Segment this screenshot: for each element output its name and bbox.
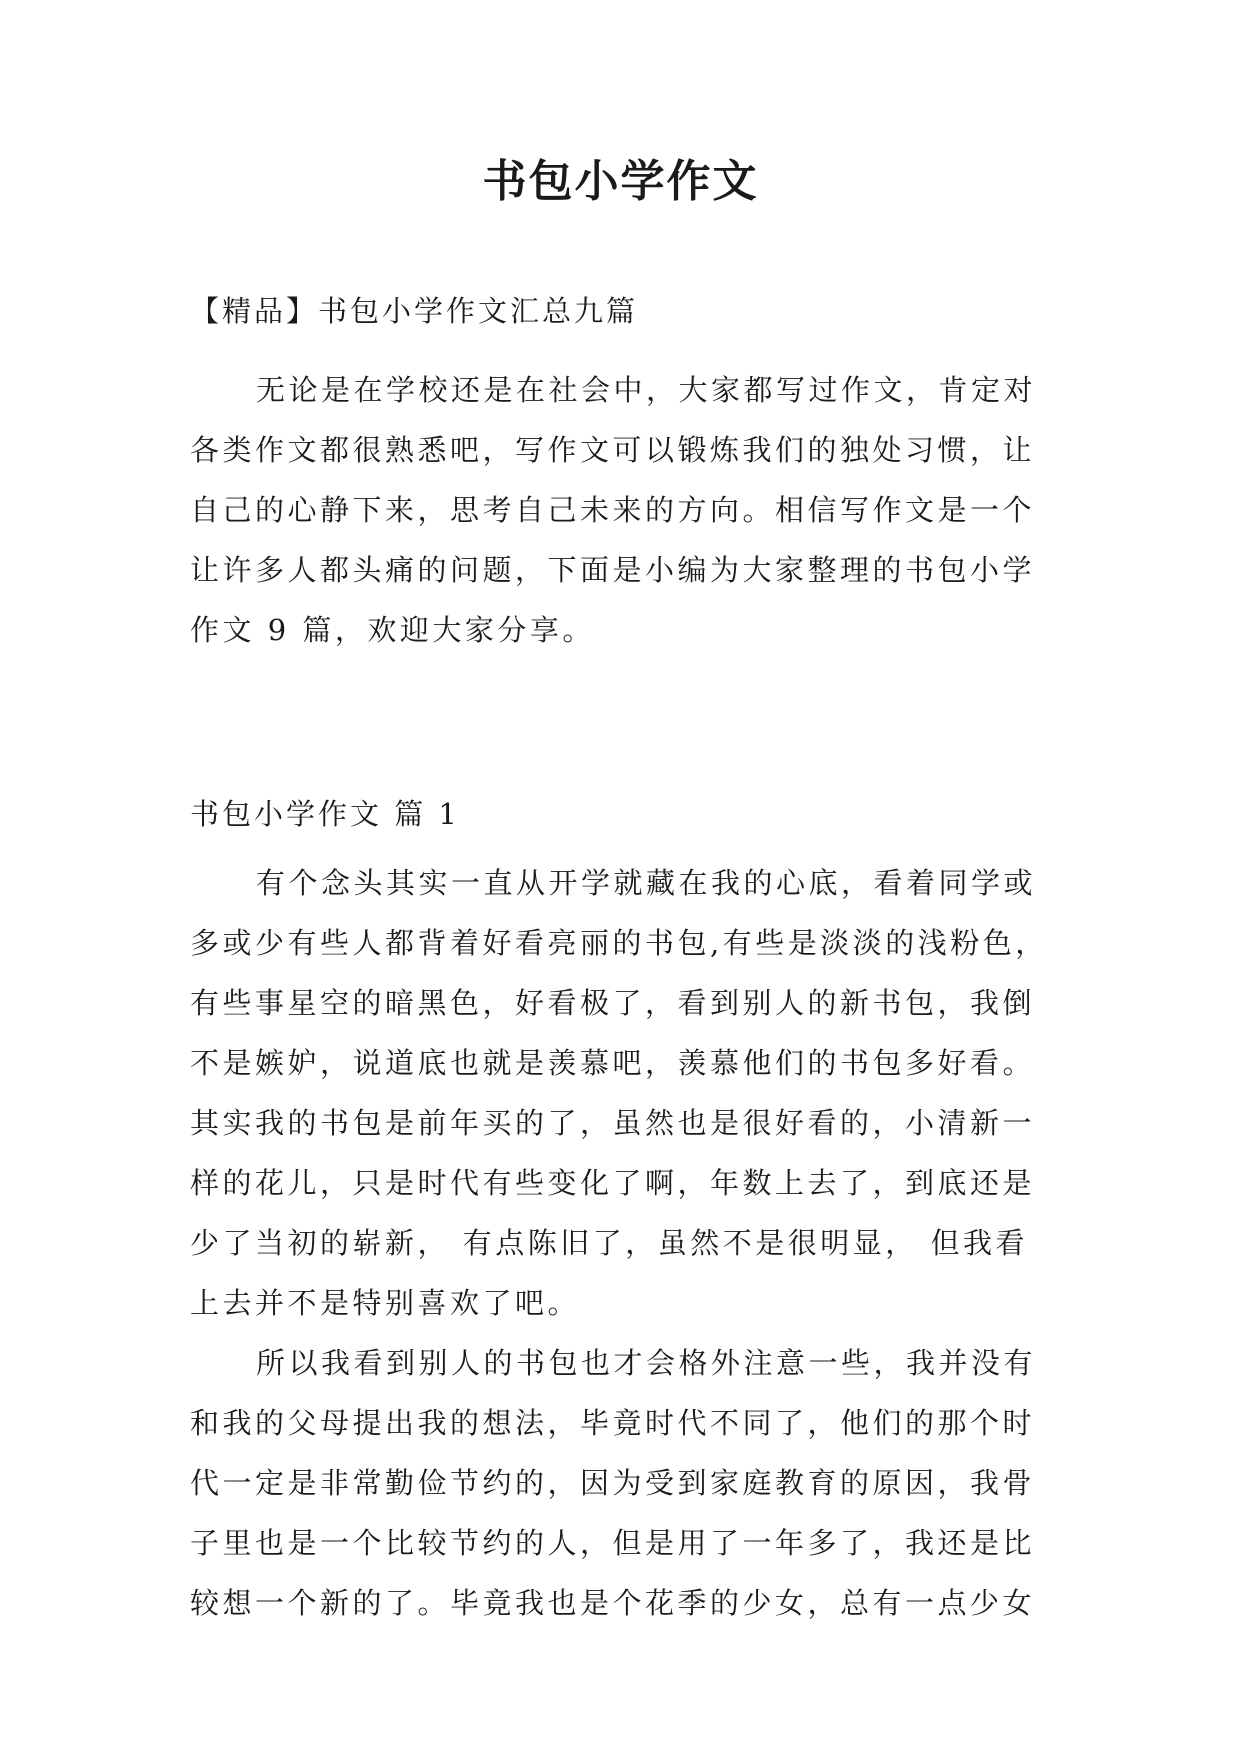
paragraph-line: 有个念头其实一直从开学就藏在我的心底，看着同学或 xyxy=(256,866,1037,900)
paragraph-line: 少了当初的崭新， 有点陈旧了，虽然不是很明显， 但我看 xyxy=(190,1226,1028,1260)
paragraph-line: 代一定是非常勤俭节约的，因为受到家庭教育的原因，我骨 xyxy=(190,1466,1036,1500)
section-heading: 书包小学作文 篇 1 xyxy=(190,797,460,831)
paragraph-line: 不是嫉妒，说道底也就是羡慕吧，羡慕他们的书包多好看。 xyxy=(190,1046,1036,1080)
paragraph-line: 其实我的书包是前年买的了，虽然也是很好看的，小清新一 xyxy=(190,1106,1036,1140)
paragraph-line: 较想一个新的了。毕竟我也是个花季的少女，总有一点少女 xyxy=(190,1586,1036,1620)
document-subtitle: 【精品】书包小学作文汇总九篇 xyxy=(190,294,639,328)
intro-line: 无论是在学校还是在社会中，大家都写过作文，肯定对 xyxy=(256,373,1037,407)
body-paragraph-1 xyxy=(190,853,1090,1333)
intro-line: 自己的心静下来，思考自己未来的方向。相信写作文是一个 xyxy=(190,493,1036,527)
body-paragraph-2 xyxy=(190,1333,1090,1633)
intro-line: 作文 9 篇，欢迎大家分享。 xyxy=(190,613,595,647)
paragraph-line: 有些事星空的暗黑色，好看极了，看到别人的新书包，我倒 xyxy=(190,986,1036,1020)
paragraph-line: 多或少有些人都背着好看亮丽的书包,有些是淡淡的浅粉色， xyxy=(190,926,1048,960)
paragraph-line: 样的花儿，只是时代有些变化了啊，年数上去了，到底还是 xyxy=(190,1166,1036,1200)
paragraph-line: 子里也是一个比较节约的人，但是用了一年多了，我还是比 xyxy=(190,1526,1036,1560)
document-title: 书包小学作文 xyxy=(482,156,759,207)
intro-line: 各类作文都很熟悉吧，写作文可以锻炼我们的独处习惯，让 xyxy=(190,433,1036,467)
intro-line: 让许多人都头痛的问题，下面是小编为大家整理的书包小学 xyxy=(190,553,1036,587)
paragraph-line: 和我的父母提出我的想法，毕竟时代不同了，他们的那个时 xyxy=(190,1406,1036,1440)
paragraph-line: 上去并不是特别喜欢了吧。 xyxy=(190,1286,581,1320)
paragraph-line: 所以我看到别人的书包也才会格外注意一些，我并没有 xyxy=(256,1346,1037,1380)
intro-paragraph xyxy=(190,360,1090,660)
